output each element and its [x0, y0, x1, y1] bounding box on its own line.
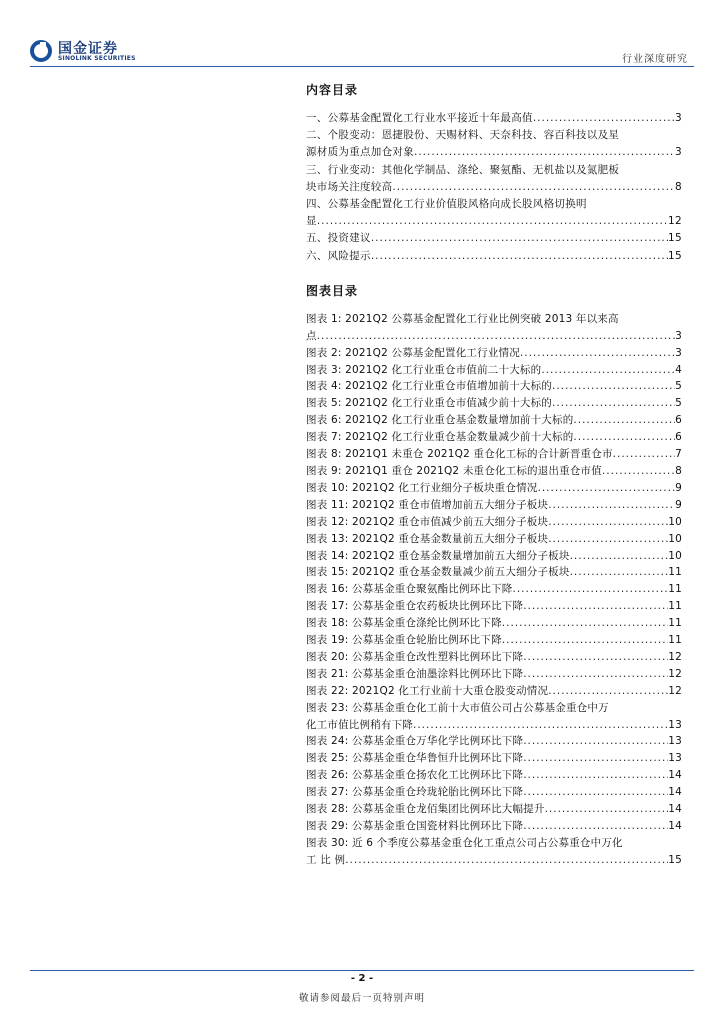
figure-page-number: 3 — [675, 329, 682, 342]
dot-leader — [537, 480, 675, 497]
figure-entry[interactable] — [306, 700, 682, 734]
contents-entry-text: 一、公募基金配置化工行业水平接近十年最高值 — [306, 112, 533, 124]
figure-entry-text: 图表 12: 2021Q2 重仓市值减少前五大细分子板块 — [306, 515, 549, 528]
figure-entry-text: 图表 21: 公募基金重仓油墨涂料比例环比下降 — [306, 667, 524, 680]
figure-page-number: 3 — [675, 346, 682, 359]
dot-leader — [548, 531, 668, 548]
dot-leader — [573, 412, 675, 429]
contents-entry[interactable] — [306, 230, 682, 247]
contents-title: 内容目录 — [306, 83, 359, 97]
dot-leader — [602, 463, 675, 480]
disclaimer: 敬请参阅最后一页特别声明 — [298, 993, 425, 1004]
figure-entry[interactable] — [306, 615, 682, 632]
footer-divider — [30, 970, 694, 971]
figure-entry[interactable] — [306, 548, 682, 565]
figure-page-number: 14 — [668, 820, 682, 833]
figure-entry-text: 图表 17: 公募基金重仓农药板块比例环比下降 — [306, 600, 524, 613]
figure-entry-text: 图表 30: 近 6 个季度公募基金重仓化工重点公司占公募重仓中万化 — [306, 836, 623, 849]
header-divider — [30, 66, 694, 67]
figure-entry-text: 图表 10: 2021Q2 化工行业细分子板块重仓情况 — [306, 481, 538, 494]
dot-leader — [548, 514, 668, 531]
report-type: 行业深度研究 — [622, 54, 688, 65]
dot-leader — [523, 733, 668, 750]
company-logo — [30, 38, 140, 66]
figure-page-number: 13 — [668, 752, 682, 765]
figure-entry-text: 图表 14: 2021Q2 重仓基金数量增加前五大细分子板块 — [306, 549, 570, 562]
figure-page-number: 12 — [668, 684, 682, 697]
dot-leader — [548, 497, 675, 514]
figure-entry-text: 图表 25: 公募基金重仓华鲁恒升比例环比下降 — [306, 752, 524, 765]
figure-entry-text: 图表 27: 公募基金重仓玲珑轮胎比例环比下降 — [306, 786, 524, 799]
figure-entry-text: 图表 15: 2021Q2 重仓基金数量减少前五大细分子板块 — [306, 566, 570, 579]
figure-entry[interactable] — [306, 784, 682, 801]
figures-title: 图表目录 — [306, 283, 359, 298]
figure-page-number: 4 — [675, 363, 682, 376]
figure-entry[interactable] — [306, 801, 682, 818]
contents-entry-text: 二、个股变动：恩捷股份、天赐材料、天奈科技、容百科技以及星 — [306, 129, 620, 142]
dot-leader — [523, 649, 668, 666]
figure-page-number: 14 — [668, 786, 682, 799]
dot-leader — [392, 179, 675, 196]
dot-leader — [523, 666, 668, 683]
figure-page-number: 12 — [668, 667, 682, 680]
figure-entry[interactable] — [306, 564, 682, 581]
figure-entry[interactable] — [306, 767, 682, 784]
toc-content — [306, 80, 682, 869]
contents-entry[interactable] — [306, 196, 682, 230]
figure-page-number: 11 — [668, 566, 682, 579]
contents-page-number: 15 — [668, 232, 682, 245]
figure-entry-text: 图表 2: 2021Q2 公募基金配置化工行业情况 — [306, 346, 520, 359]
logo-english-name: SINOLINK SECURITIES — [58, 55, 136, 62]
figure-page-number: 11 — [668, 617, 682, 630]
figure-entry-text: 图表 29: 公募基金重仓国瓷材料比例环比下降 — [306, 820, 524, 833]
figure-entry-text: 图表 16: 公募基金重仓聚氨酯比例环比下降 — [306, 583, 513, 596]
figure-entry-text: 图表 1: 2021Q2 公募基金配置化工行业比例突破 2013 年以来高 — [306, 312, 619, 325]
contents-entry[interactable] — [306, 110, 682, 127]
figure-entry[interactable] — [306, 531, 682, 548]
figure-entry[interactable] — [306, 835, 682, 869]
figure-entry-text: 工 比 例 — [306, 853, 346, 866]
contents-entry-text: 三、行业变动：其他化学制品、涤纶、聚氨酯、无机盐以及氮肥板 — [306, 163, 620, 176]
dot-leader — [523, 818, 668, 835]
figure-page-number: 11 — [668, 583, 682, 596]
figure-page-number: 13 — [668, 735, 682, 748]
dot-leader — [371, 248, 668, 265]
dot-leader — [345, 852, 668, 869]
figures-list — [306, 311, 682, 869]
figure-entry-text: 图表 28: 公募基金重仓龙佰集团比例环比大幅提升 — [306, 803, 545, 816]
figure-entry-text: 化工市值比例稍有下降 — [306, 718, 413, 731]
dot-leader — [552, 395, 675, 412]
figure-entry[interactable] — [306, 378, 682, 395]
dot-leader — [523, 750, 668, 767]
contents-entry-text: 六、风险提示 — [306, 249, 371, 262]
figure-entry-text: 图表 9: 2021Q1 重仓 2021Q2 未重仓化工标的退出重仓市值 — [306, 464, 602, 477]
figure-entry-text: 图表 11: 2021Q2 重仓市值增加前五大细分子板块 — [306, 498, 549, 511]
figure-entry[interactable] — [306, 514, 682, 531]
dot-leader — [570, 548, 669, 565]
page-header — [0, 0, 724, 68]
dot-leader — [523, 784, 668, 801]
figure-entry[interactable] — [306, 632, 682, 649]
dot-leader — [523, 598, 668, 615]
figure-page-number: 6 — [675, 431, 682, 444]
dot-leader — [573, 429, 675, 446]
dot-leader — [414, 144, 675, 161]
figure-page-number: 8 — [675, 464, 682, 477]
figure-entry[interactable] — [306, 429, 682, 446]
contents-entry-text: 五、投资建议 — [306, 232, 371, 245]
figure-entry[interactable] — [306, 395, 682, 412]
figure-page-number: 11 — [668, 634, 682, 647]
figure-page-number: 14 — [668, 803, 682, 816]
dot-leader — [545, 801, 669, 818]
figure-page-number: 10 — [668, 532, 682, 545]
dot-leader — [502, 615, 668, 632]
figure-page-number: 5 — [675, 397, 682, 410]
figure-entry-text: 图表 19: 公募基金重仓轮胎比例环比下降 — [306, 634, 502, 647]
figure-entry[interactable] — [306, 412, 682, 429]
contents-page-number: 12 — [668, 215, 682, 228]
figure-entry[interactable] — [306, 311, 682, 345]
contents-page-number: 8 — [675, 180, 682, 193]
figure-page-number: 10 — [668, 549, 682, 562]
contents-entry-text: 四、公募基金配置化工行业价值股风格向成长股风格切换明 — [306, 198, 587, 211]
contents-entry-text: 块市场关注度较高 — [306, 180, 393, 193]
figure-page-number: 10 — [668, 515, 682, 528]
logo-icon — [30, 40, 52, 62]
dot-leader — [533, 110, 675, 127]
dot-leader — [552, 378, 675, 395]
figure-entry[interactable] — [306, 683, 682, 700]
dot-leader — [502, 632, 668, 649]
contents-page-number: 3 — [675, 146, 682, 159]
figure-entry-text: 图表 24: 公募基金重仓万华化学比例环比下降 — [306, 735, 524, 748]
dot-leader — [570, 564, 669, 581]
figure-entry-text: 点 — [306, 329, 317, 342]
figure-page-number: 9 — [675, 498, 682, 511]
contents-entry[interactable] — [306, 248, 682, 265]
figure-entry[interactable] — [306, 345, 682, 362]
figure-page-number: 9 — [675, 481, 682, 494]
figure-entry-text: 图表 13: 2021Q2 重仓基金数量前五大细分子板块 — [306, 532, 549, 545]
dot-leader — [512, 581, 668, 598]
figure-entry[interactable] — [306, 649, 682, 666]
dot-leader — [371, 230, 668, 247]
page-number: - 2 - — [350, 973, 374, 984]
dot-leader — [523, 767, 668, 784]
figure-page-number: 7 — [675, 448, 682, 461]
contents-page-number: 15 — [668, 249, 682, 262]
figure-entry-text: 图表 6: 2021Q2 化工行业重仓基金数量增加前十大标的 — [306, 414, 574, 427]
figure-page-number: 13 — [668, 718, 682, 731]
contents-entry-text: 显 — [306, 215, 317, 228]
figure-entry-text: 图表 22: 2021Q2 化工行业前十大重仓股变动情况 — [306, 684, 549, 697]
figure-entry-text: 图表 8: 2021Q1 未重仓 2021Q2 重仓化工标的合计新晋重仓市 — [306, 448, 613, 461]
figure-page-number: 6 — [675, 414, 682, 427]
figure-page-number: 5 — [675, 380, 682, 393]
figure-entry-text: 图表 3: 2021Q2 化工行业重仓市值前二十大标的 — [306, 363, 542, 376]
figure-entry-text: 图表 20: 公募基金重仓改性塑料比例环比下降 — [306, 650, 524, 663]
figure-entry[interactable] — [306, 497, 682, 514]
contents-entry[interactable] — [306, 127, 682, 161]
figure-entry[interactable] — [306, 446, 682, 463]
figure-entry-text: 图表 7: 2021Q2 化工行业重仓基金数量减少前十大标的 — [306, 431, 574, 444]
figure-entry[interactable] — [306, 581, 682, 598]
figure-entry-text: 图表 5: 2021Q2 化工行业重仓市值减少前十大标的 — [306, 397, 552, 410]
figure-page-number: 15 — [668, 853, 682, 866]
dot-leader — [317, 213, 668, 230]
figure-entry[interactable] — [306, 463, 682, 480]
figure-entry[interactable] — [306, 480, 682, 497]
logo-chinese-name: 国金证券 — [58, 41, 118, 57]
figure-entry[interactable] — [306, 750, 682, 767]
figure-page-number: 11 — [668, 600, 682, 613]
dot-leader — [541, 362, 675, 379]
figure-entry-text: 图表 26: 公募基金重仓扬农化工比例环比下降 — [306, 769, 524, 782]
dot-leader — [317, 328, 675, 345]
figure-page-number: 12 — [668, 650, 682, 663]
figure-entry-text: 图表 18: 公募基金重仓涤纶比例环比下降 — [306, 617, 502, 630]
contents-page-number: 3 — [675, 112, 682, 124]
figure-entry[interactable] — [306, 598, 682, 615]
dot-leader — [613, 446, 675, 463]
figure-page-number: 14 — [668, 769, 682, 782]
contents-list — [306, 110, 682, 265]
figure-entry[interactable] — [306, 362, 682, 379]
dot-leader — [548, 683, 668, 700]
contents-entry[interactable] — [306, 162, 682, 196]
figure-entry[interactable] — [306, 818, 682, 835]
contents-entry-text: 源材质为重点加仓对象 — [306, 146, 414, 159]
figure-entry-text: 图表 4: 2021Q2 化工行业重仓市值增加前十大标的 — [306, 380, 552, 393]
dot-leader — [413, 717, 668, 734]
figure-entry[interactable] — [306, 733, 682, 750]
figure-entry[interactable] — [306, 666, 682, 683]
figure-entry-text: 图表 23: 公募基金重仓化工前十大市值公司占公募基金重仓中万 — [306, 701, 609, 714]
dot-leader — [520, 345, 675, 362]
